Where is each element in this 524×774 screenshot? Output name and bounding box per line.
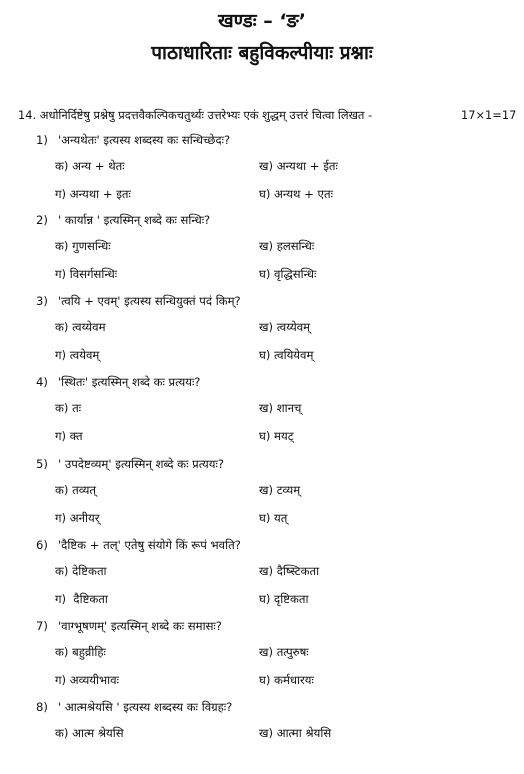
question-item bbox=[36, 373, 516, 445]
option-gha: घ) मयट् bbox=[259, 429, 294, 443]
question-text bbox=[36, 617, 516, 635]
section-title: खण्डः – ‘ङ’ bbox=[218, 10, 306, 32]
question-instruction bbox=[18, 106, 518, 124]
question-prompt: ' उपदेष्टव्यम्' इत्यस्मिन् शब्दे कः प्रत्ययः? bbox=[58, 457, 224, 471]
question-text bbox=[36, 292, 516, 310]
question-number: 5) bbox=[36, 457, 48, 471]
question-number: 2) bbox=[36, 213, 48, 227]
question-item bbox=[36, 617, 516, 689]
question-prompt: 'स्थितः' इत्यस्मिन् शब्दे कः प्रत्ययः? bbox=[58, 375, 201, 389]
option-kha: ख) अन्यथा + ईतः bbox=[259, 159, 338, 173]
question-number: 7) bbox=[36, 619, 48, 633]
option-ga: ग) अन्यथा + इतः bbox=[55, 187, 131, 201]
option-kha: ख) तत्पुरुषः bbox=[259, 645, 309, 659]
option-ga: ग) अव्ययीभावः bbox=[55, 673, 119, 687]
question-prompt: 'दैष्टिक + तल्' एतेषु संयोगे किं रूपं भवति? bbox=[58, 538, 241, 552]
question-text bbox=[36, 698, 516, 716]
question-text bbox=[36, 131, 516, 149]
option-ga: ग) अनीयर् bbox=[55, 511, 100, 525]
question-item bbox=[36, 698, 516, 742]
question-prompt: 'वाग्भूषणम्' इत्यस्मिन् शब्दे कः समासः? bbox=[58, 619, 222, 633]
question-item bbox=[36, 455, 516, 527]
question-text bbox=[36, 211, 516, 229]
option-ga: ग) क्त bbox=[55, 429, 83, 443]
option-kha: ख) हलसन्धिः bbox=[259, 239, 315, 253]
option-gha: घ) यत् bbox=[259, 511, 288, 525]
question-prompt: ' आत्मश्रेयसि ' इत्यस्य शब्दस्य कः विग्रहः? bbox=[58, 700, 233, 714]
question-number: 4) bbox=[36, 375, 48, 389]
instruction-text: 14. अधोनिर्दिष्टेषु प्रश्नेषु प्रदत्तवैकल्पिकचतुर्थ्यः उत्तरेभ्यः एकं शुद्धम् उत्तरं चित्वा लिखत - bbox=[18, 108, 373, 122]
option-ka: क) तः bbox=[55, 401, 82, 415]
question-text bbox=[36, 455, 516, 473]
option-ga: ग) विसर्गसन्धिः bbox=[55, 267, 118, 281]
option-kha: ख) आत्मा श्रेयसि bbox=[259, 726, 332, 740]
question-item bbox=[36, 211, 516, 283]
option-ka: क) तव्यत् bbox=[55, 483, 97, 497]
option-ka: क) देष्टिकता bbox=[55, 564, 107, 578]
question-text bbox=[36, 373, 516, 391]
question-prompt: 'अन्यथेतः' इत्यस्य शब्दस्य कः सन्धिच्छेदः? bbox=[58, 133, 231, 147]
question-number: 1) bbox=[36, 133, 48, 147]
option-gha: घ) त्वयियेवम् bbox=[259, 348, 314, 362]
question-number: 3) bbox=[36, 294, 48, 308]
question-prompt: ' कार्यान्न ' इत्यस्मिन् शब्दे कः सन्धिः? bbox=[58, 213, 211, 227]
question-text bbox=[36, 536, 516, 554]
question-item bbox=[36, 536, 516, 608]
option-ga: ग) दैष्टिकता bbox=[55, 592, 108, 606]
option-ga: ग) त्वयेवम् bbox=[55, 348, 100, 362]
question-prompt: 'त्वयि + एवम्' इत्यस्य सन्धियुक्तं पदं किम्? bbox=[58, 294, 241, 308]
option-ka: क) गुणसन्धिः bbox=[55, 239, 111, 253]
marks-label: 17×1=17 bbox=[461, 108, 517, 122]
option-kha: ख) शानच् bbox=[259, 401, 302, 415]
page-subtitle: पाठाधारिताः बहुविकल्पीयाः प्रश्नाः bbox=[151, 42, 373, 64]
question-number: 8) bbox=[36, 700, 48, 714]
question-item bbox=[36, 292, 516, 364]
option-gha: घ) वृद्धिसन्धिः bbox=[259, 267, 317, 281]
option-gha: घ) अन्यथ + एतः bbox=[259, 187, 333, 201]
option-kha: ख) त्वय्येवम् bbox=[259, 320, 311, 334]
question-number: 6) bbox=[36, 538, 48, 552]
option-gha: घ) दृष्टिकता bbox=[259, 592, 309, 606]
option-kha: ख) टव्यम् bbox=[259, 483, 301, 497]
option-ka: क) बहुव्रीहिः bbox=[55, 645, 106, 659]
question-item bbox=[36, 131, 516, 203]
option-ka: क) त्वय्येवम bbox=[55, 320, 106, 334]
option-gha: घ) कर्मधारयः bbox=[259, 673, 314, 687]
option-ka: क) आत्म श्रेयसि bbox=[55, 726, 124, 740]
option-kha: ख) दैष्स्टिकता bbox=[259, 564, 320, 578]
option-ka: क) अन्य + थेतः bbox=[55, 159, 125, 173]
